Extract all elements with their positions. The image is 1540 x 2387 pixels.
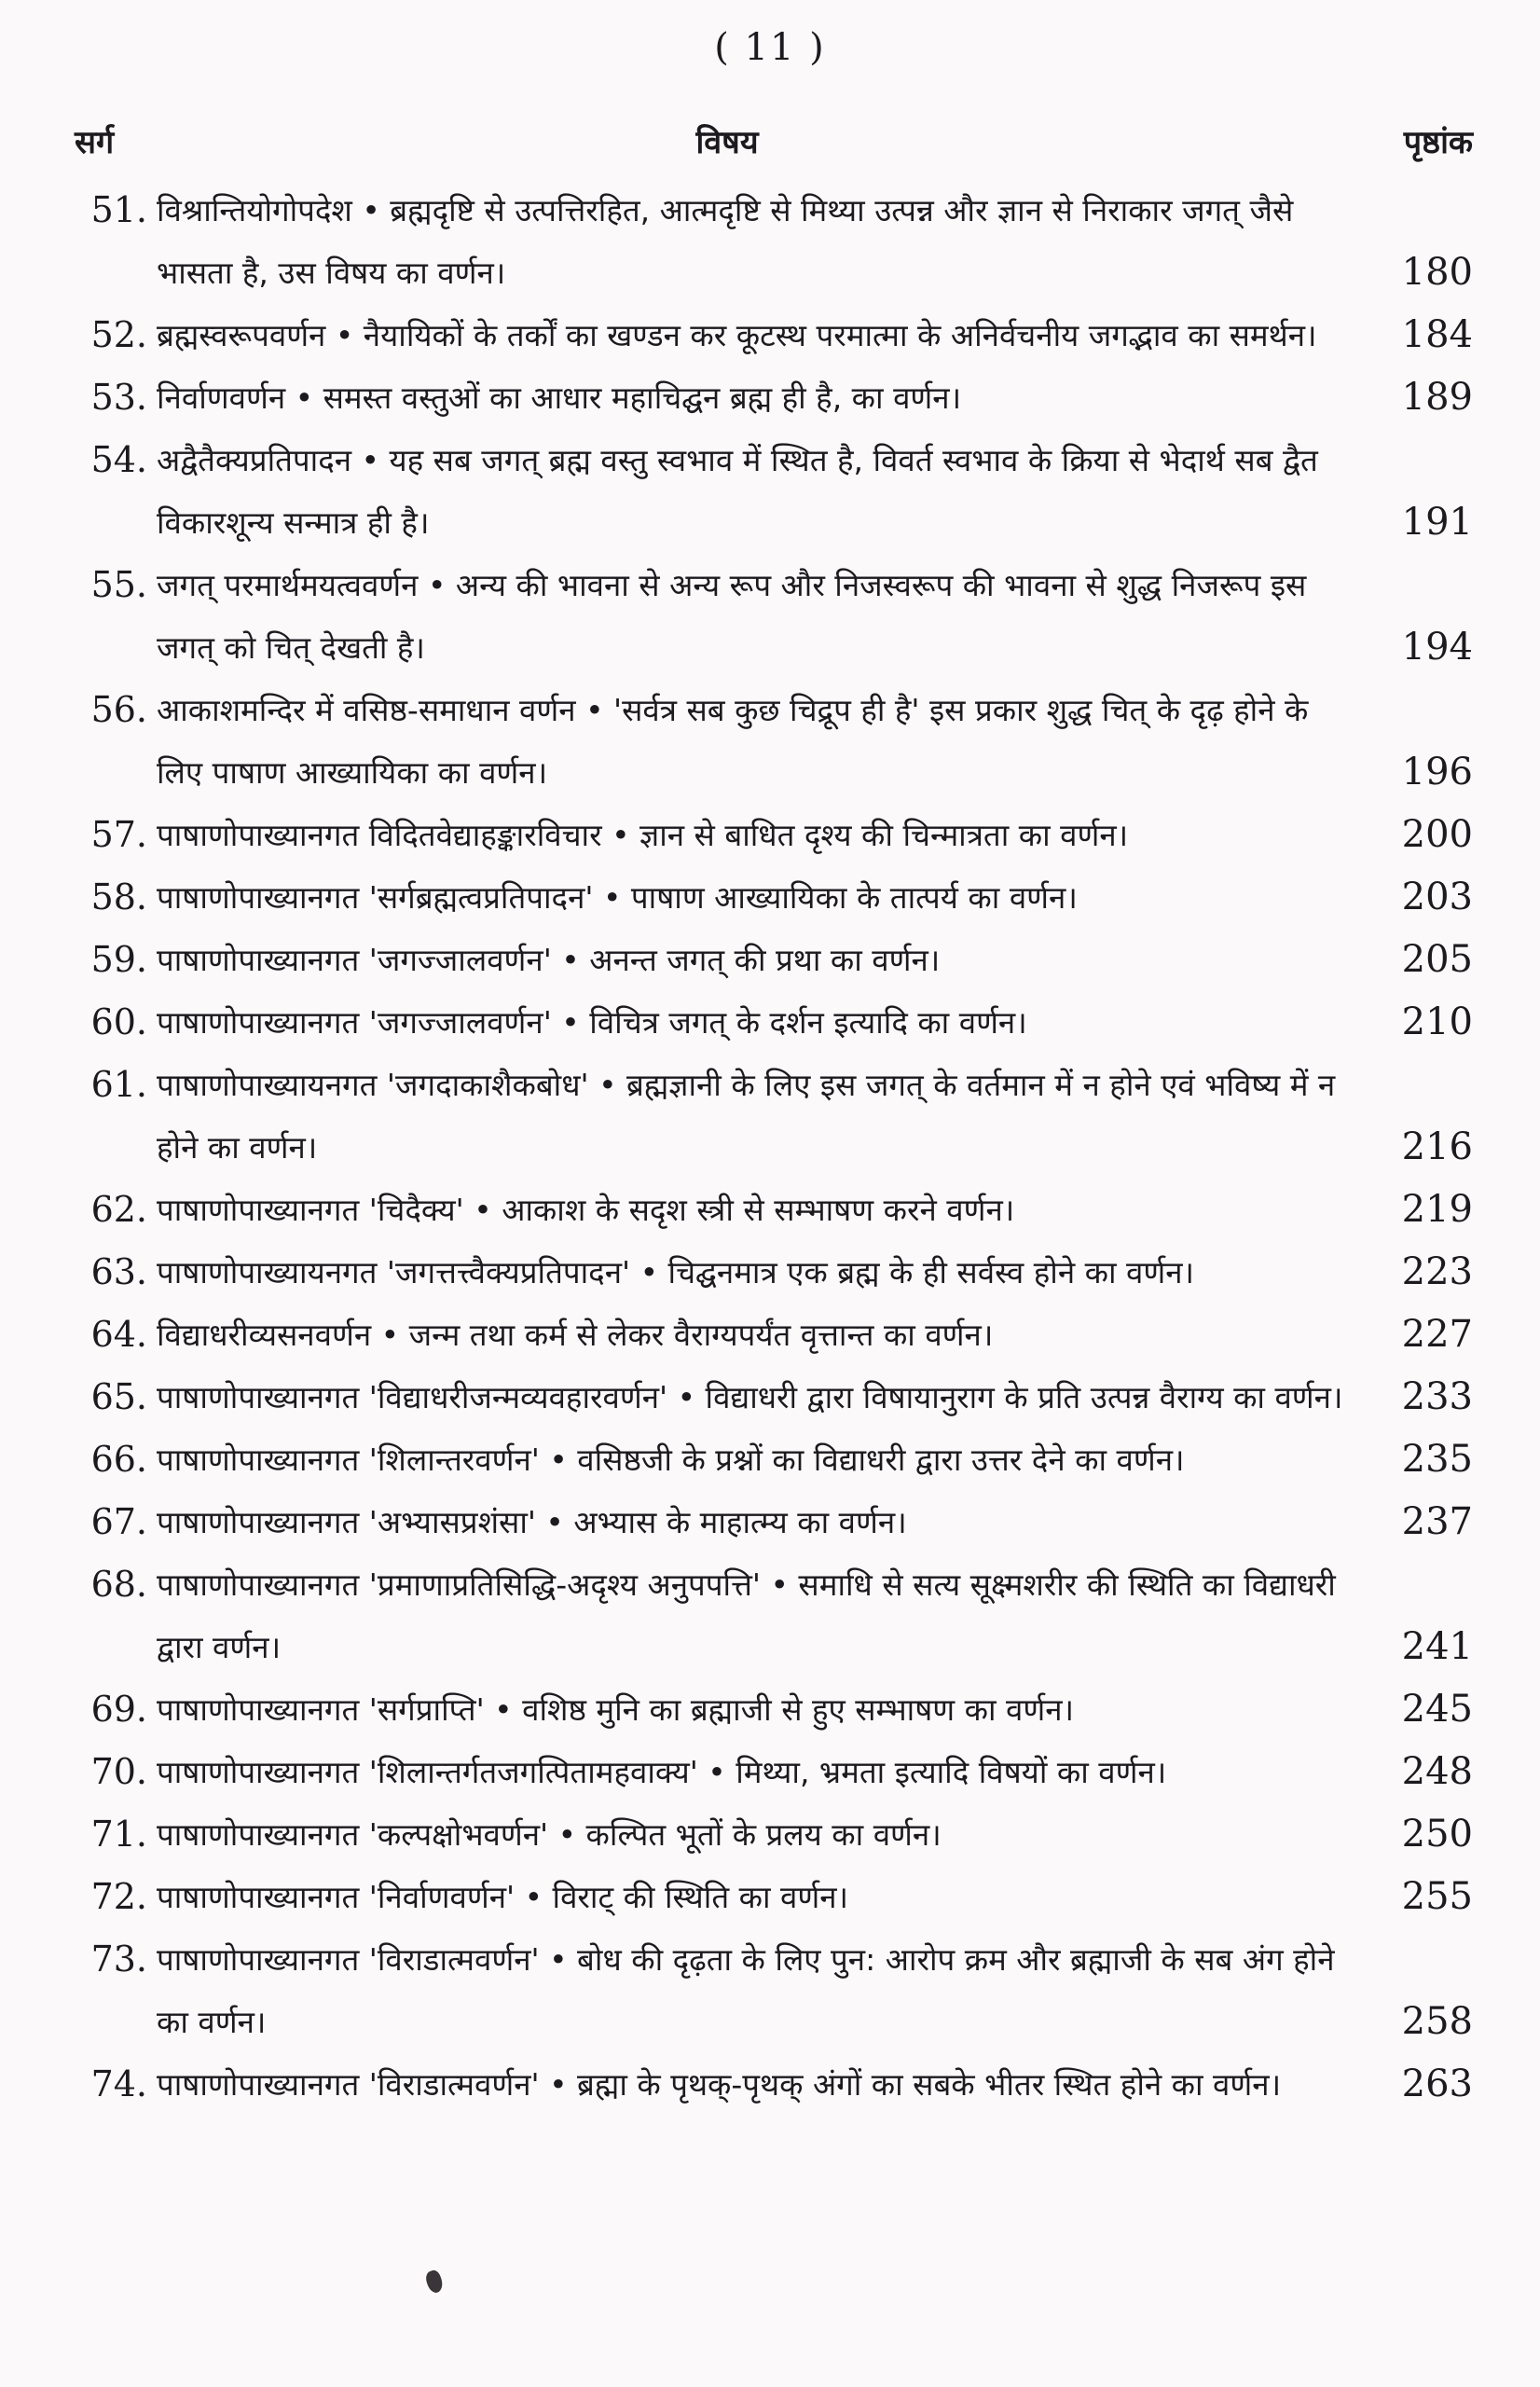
entry-number: 64. (90, 1314, 147, 1355)
entry-page: 205 (1401, 938, 1473, 981)
entry-page: 196 (1401, 751, 1473, 793)
entry-number: 58. (90, 876, 147, 918)
entry-number: 56. (90, 689, 147, 730)
entry-text: पाषाणोपाख्यानगत विदितवेद्याहङ्कारविचार • ज्ञान से बाधित दृश्य की चिन्मात्रता का वर्णन। (157, 817, 1129, 853)
entry-text: पाषाणोपाख्यानगत 'शिलान्तर्गतजगत्पितामहवाक्य' • मिथ्या, भ्रमता इत्यादि विषयों का वर्णन। (157, 1754, 1167, 1790)
entry-text: अद्वैतैक्यप्रतिपादन • यह सब जगत् ब्रह्म वस्तु स्वभाव में स्थित है, विवर्त स्वभाव के क्रिया से भेदार्थ सब द्वैत विकारशून्य सन्मात्र ही है। (157, 442, 1318, 541)
entry-page: 203 (1401, 876, 1473, 918)
contents-entry (65, 1741, 1473, 1803)
contents-entry (65, 929, 1473, 991)
contents-entry (65, 1928, 1473, 2053)
entry-number: 62. (90, 1189, 147, 1230)
entry-number: 54. (90, 439, 147, 480)
entry-number: 68. (90, 1564, 147, 1605)
entry-page: 227 (1401, 1313, 1473, 1356)
contents-entry (65, 1803, 1473, 1866)
entry-text: जगत् परमार्थमयत्ववर्णन • अन्य की भावना से अन्य रूप और निजस्वरूप की भावना से शुद्ध निजरूप इस जगत् को चित् देखती है। (157, 567, 1307, 666)
entry-text: पाषाणोपाख्यानगत 'प्रमाणाप्रतिसिद्धि-अदृश्य अनुपपत्ति' • समाधि से सत्य सूक्ष्मशरीर की स्थिति का विद्याधरी द्वारा वर्णन। (157, 1566, 1336, 1665)
entry-page: 216 (1401, 1125, 1473, 1168)
page-number: ( 11 ) (714, 26, 826, 69)
contents-entry (65, 304, 1473, 366)
contents-entry (65, 1491, 1473, 1553)
entry-page: 219 (1401, 1188, 1473, 1231)
entry-number: 63. (90, 1251, 147, 1292)
entry-text: पाषाणोपाख्यानगत 'चिदैक्य' • आकाश के सदृश स्त्री से सम्भाषण करने वर्णन। (157, 1192, 1015, 1228)
entry-number: 57. (90, 814, 147, 855)
entry-number: 70. (90, 1751, 147, 1792)
entry-text: पाषाणोपाख्यानगत 'जगज्जालवर्णन' • विचित्र जगत् के दर्शन इत्यादि का वर्णन। (157, 1004, 1027, 1041)
entry-page: 258 (1401, 2000, 1473, 2043)
contents-entry (65, 554, 1473, 679)
entry-number: 66. (90, 1439, 147, 1480)
entry-page: 180 (1401, 251, 1473, 294)
entry-text: पाषाणोपाख्यानगत 'विराडात्मवर्णन' • बोध की दृढ़ता के लिए पुन: आरोप क्रम और ब्रह्माजी के सब अंग होने का वर्णन। (157, 1941, 1335, 2040)
entry-page: 233 (1401, 1375, 1473, 1418)
entry-page: 255 (1401, 1875, 1473, 1918)
entry-page: 248 (1401, 1750, 1473, 1793)
entry-page: 200 (1401, 813, 1473, 856)
entry-number: 72. (90, 1876, 147, 1917)
contents-entry (65, 1428, 1473, 1491)
entry-text: पाषाणोपाख्यानगत 'शिलान्तरवर्णन' • वसिष्ठजी के प्रश्नों का विद्याधरी द्वारा उत्तर देने का वर्णन। (157, 1442, 1185, 1478)
entry-number: 60. (90, 1001, 147, 1042)
contents-entry (65, 1866, 1473, 1928)
contents-entry (65, 1179, 1473, 1241)
entry-text: पाषाणोपाख्यानगत 'विद्याधरीजन्मव्यवहारवर्णन' • विद्याधरी द्वारा विषायानुराग के प्रति उत्पन्न वैराग्य का वर्णन। (157, 1379, 1343, 1415)
contents-entry (65, 804, 1473, 866)
entry-page: 241 (1401, 1625, 1473, 1668)
entry-text: आकाशमन्दिर में वसिष्ठ-समाधान वर्णन • 'सर्वत्र सब कुछ चिद्रूप ही है' इस प्रकार शुद्ध चित् के दृढ़ होने के लिए पाषाण आख्यायिका का वर्णन। (157, 692, 1309, 791)
contents-entry (65, 366, 1473, 429)
contents-list (65, 179, 1473, 2116)
entry-page: 184 (1401, 313, 1473, 356)
entry-text: पाषाणोपाख्यानगत 'कल्पक्षोभवर्णन' • कल्पित भूतों के प्रलय का वर्णन। (157, 1816, 942, 1853)
entry-number: 51. (90, 189, 147, 230)
contents-entry (65, 1241, 1473, 1304)
entry-text: निर्वाणवर्णन • समस्त वस्तुओं का आधार महाचिद्घन ब्रह्म ही है, का वर्णन। (157, 379, 962, 416)
contents-entry (65, 991, 1473, 1054)
entry-text: पाषाणोपाख्यानगत 'सर्गब्रह्मत्वप्रतिपादन' • पाषाण आख्यायिका के तात्पर्य का वर्णन। (157, 879, 1078, 916)
contents-entry (65, 179, 1473, 304)
entry-number: 71. (90, 1814, 147, 1855)
contents-entry (65, 1054, 1473, 1179)
entry-page: 250 (1401, 1813, 1473, 1856)
entry-text: पाषाणोपाख्यानगत 'अभ्यासप्रशंसा' • अभ्यास के माहात्म्य का वर्णन। (157, 1504, 907, 1540)
column-header-sarg: सर्ग (75, 124, 115, 161)
entry-text: पाषाणोपाख्यानगत 'सर्गप्राप्ति' • वशिष्ठ मुनि का ब्रह्माजी से हुए सम्भाषण का वर्णन। (157, 1691, 1075, 1728)
entry-text: पाषाणोपाख्यानगत 'निर्वाणवर्णन' • विराट् की स्थिति का वर्णन। (157, 1879, 849, 1915)
entry-number: 53. (90, 377, 147, 418)
entry-number: 74. (90, 2063, 147, 2104)
column-header-vishay: विषय (695, 124, 759, 161)
entry-page: 245 (1401, 1688, 1473, 1731)
entry-number: 73. (90, 1939, 147, 1980)
contents-entry (65, 1678, 1473, 1741)
entry-page: 263 (1401, 2063, 1473, 2105)
entry-number: 59. (90, 939, 147, 980)
entry-text: विश्रान्तियोगोपदेश • ब्रह्मदृष्टि से उत्पत्तिरहित, आत्मदृष्टि से मिथ्या उत्पन्न और ज्ञान से निराकार जगत् जैसे भासता है, उस विषय का वर्णन। (157, 192, 1294, 291)
contents-entry (65, 679, 1473, 804)
entry-number: 52. (90, 314, 147, 355)
entry-text: पाषाणोपाख्यानगत 'विराडात्मवर्णन' • ब्रह्मा के पृथक्-पृथक् अंगों का सबके भीतर स्थित होने का वर्णन। (157, 2066, 1282, 2103)
entry-text: पाषाणोपाख्यायनगत 'जगत्तत्त्वैक्यप्रतिपादन' • चिद्घनमात्र एक ब्रह्म के ही सर्वस्व होने का वर्णन। (157, 1254, 1195, 1290)
entry-text: पाषाणोपाख्यायनगत 'जगदाकाशैकबोध' • ब्रह्मज्ञानी के लिए इस जगत् के वर्तमान में न होने एवं भविष्य में न होने का वर्णन। (157, 1067, 1336, 1166)
entry-number: 65. (90, 1376, 147, 1417)
entry-page: 223 (1401, 1250, 1473, 1293)
contents-entry (65, 866, 1473, 929)
ink-blot (423, 2269, 445, 2295)
entry-text: विद्याधरीव्यसनवर्णन • जन्म तथा कर्म से लेकर वैराग्यपर्यंत वृत्तान्त का वर्णन। (157, 1317, 994, 1353)
column-header-page: पृष्ठांक (1403, 124, 1473, 161)
contents-entry (65, 1304, 1473, 1366)
entry-page: 194 (1401, 626, 1473, 669)
entry-page: 210 (1401, 1000, 1473, 1043)
table-header (75, 119, 1473, 166)
entry-number: 55. (90, 564, 147, 605)
entry-page: 189 (1401, 376, 1473, 419)
entry-page: 235 (1401, 1438, 1473, 1481)
entry-page: 191 (1401, 501, 1473, 544)
entry-number: 69. (90, 1689, 147, 1730)
contents-entry (65, 1553, 1473, 1678)
entry-text: ब्रह्मस्वरूपवर्णन • नैयायिकों के तर्कों का खण्डन कर कूटस्थ परमात्मा के अनिर्वचनीय जगद्भाव का समर्थन। (157, 317, 1317, 353)
entry-number: 61. (90, 1064, 147, 1105)
contents-entry (65, 1366, 1473, 1428)
entry-page: 237 (1401, 1500, 1473, 1543)
entry-number: 67. (90, 1501, 147, 1542)
contents-entry (65, 429, 1473, 554)
entry-text: पाषाणोपाख्यानगत 'जगज्जालवर्णन' • अनन्त जगत् की प्रथा का वर्णन। (157, 942, 941, 978)
contents-entry (65, 2053, 1473, 2116)
